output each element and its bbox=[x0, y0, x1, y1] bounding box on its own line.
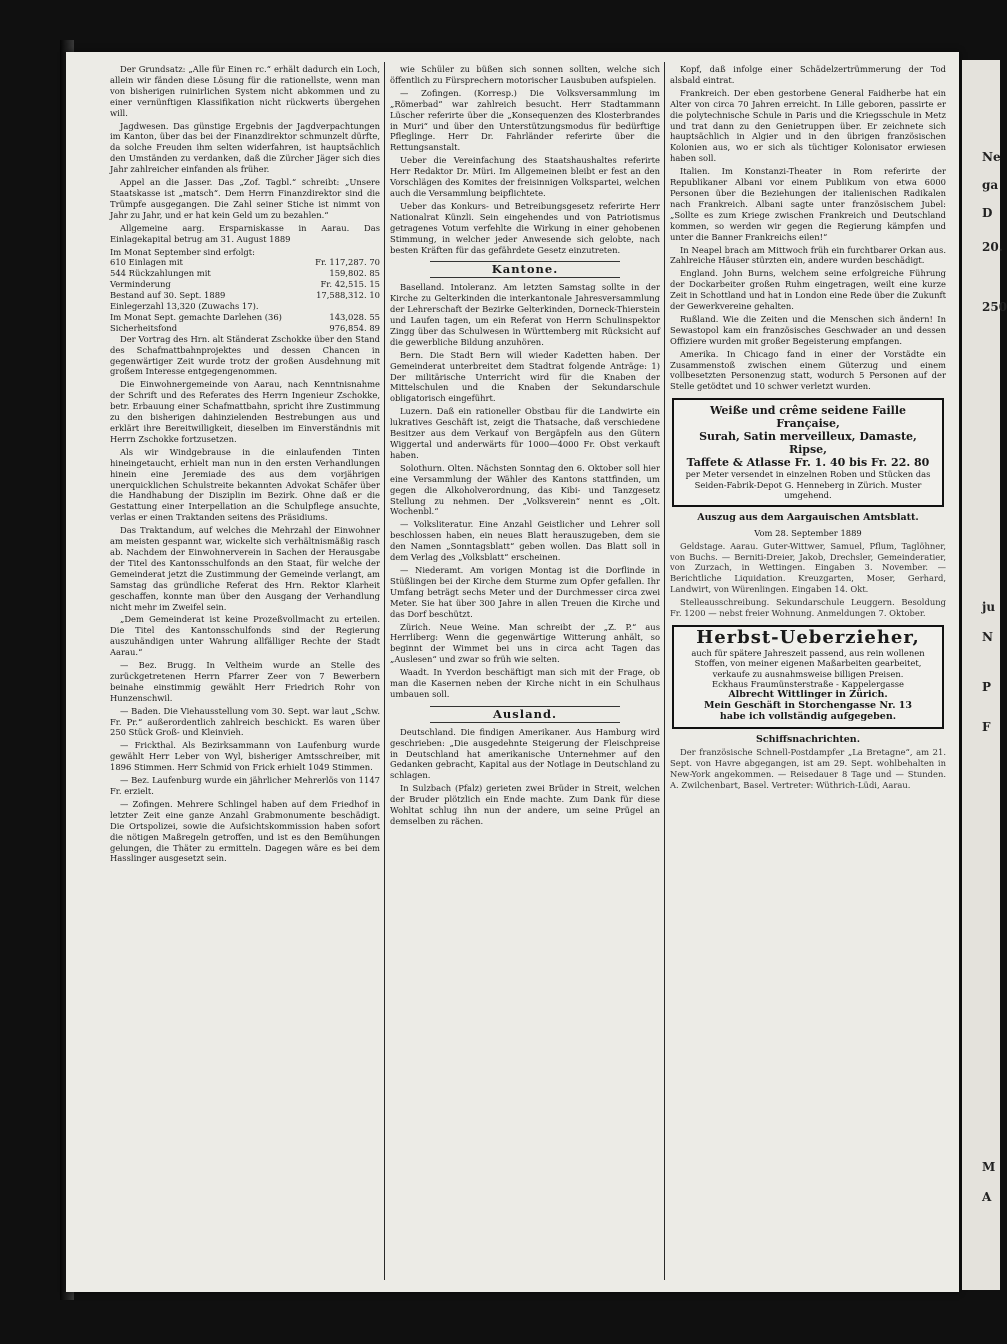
article-paragraph: Die Einwohnergemeinde von Aarau, nach Kenntnisnahme der Schrift und des Referates des Herrn Ingenieur Zschokke, betr. Erbauung einer Schafmattbahn, spricht ihre Zustimmung zu den bisherigen dahinzielenden Bestrebungen aus und erklärt ihre Bereitwilligkeit, dieselben im Einverständnis mit Herrn Zschokke fortzusetzen. bbox=[110, 379, 380, 444]
edge-fragment: A bbox=[982, 1190, 992, 1204]
amtsblatt-text: Stelleausschreibung. Sekundarschule Leuggern. Besoldung Fr. 1200 — nebst freier Wohnung. Anmeldungen 7. Oktober. bbox=[670, 597, 946, 619]
table-value: Fr. 42,515. 15 bbox=[320, 279, 380, 290]
table-value: 159,802. 85 bbox=[329, 268, 380, 279]
table-label: 544 Rückzahlungen mit bbox=[110, 268, 211, 279]
shipping-news-text: Der französische Schnell-Postdampfer „La Bretagne“, am 21. Sept. von Havre abgegangen, ist am 29. Sept. wohlbehalten in New-York angekommen. — Reisedauer 8 Tage und — Stunden. A. Zwilchenbart, Basel. Vertreter: Wüthrich-Lüdi, Aarau. bbox=[670, 747, 946, 791]
edge-fragment: Ne bbox=[982, 150, 1001, 164]
article-paragraph: — Bez. Brugg. In Veltheim wurde an Stelle des zurückgetretenen Herrn Pfarrer Zeer von 7 Bewerbern beinahe einstimmig gewählt Herr Friedrich Rohr von Hunzenschwil. bbox=[110, 660, 380, 703]
table-row bbox=[110, 301, 380, 312]
article-paragraph: Frankreich. Der eben gestorbene General Faidherbe hat ein Alter von circa 70 Jahren erreicht. In Lille geboren, passirte er die polytechnische Schule in Paris und die Kriegsschule in Metz und trat dann zu den Genietruppen über. Er zeichnete sich hauptsächlich in Algier und in den übrigen französischen Kolonien aus, wo er sich als tüchtiger Kolonisator erwiesen haben soll. bbox=[670, 87, 946, 164]
section-heading-ausland: Ausland. bbox=[390, 706, 660, 723]
table-label: Im Monat Sept. gemachte Darlehen (36) bbox=[110, 311, 282, 322]
article-paragraph: — Zofingen. Mehrere Schlingel haben auf dem Friedhof in letzter Zeit eine ganze Anzahl Grabmonumente beschädigt. Die Ortspolizei, sowie die Aufsichtskommission haben sofort die nötigen Maßregeln getroffen, und ist es den Bemühungen gelungen, die Thäter zu ermitteln. Dagegen wäre es bei dem Hasslinger ausgesetzt sein. bbox=[110, 798, 380, 864]
ad-address: Mein Geschäft in Storchengasse Nr. 13 bbox=[703, 699, 913, 711]
article-paragraph: Waadt. In Yverdon beschäftigt man sich mit der Frage, ob man die Kasernen neben der Kirche nicht in ein Schulhaus umbauen soll. bbox=[390, 667, 660, 699]
article-paragraph: Allgemeine aarg. Ersparniskasse in Aarau. Das Einlagekapital betrug am 31. August 1889 bbox=[110, 222, 380, 244]
ad-shop: Eckhaus Fraumünsterstraße - Kappelergasse bbox=[711, 679, 904, 690]
article-paragraph: Italien. Im Konstanzi-Theater in Rom referirte der Republikaner Albani vor einem Publikum von etwa 6000 Personen über die Beziehungen der italienischen Radikalen nach Frankreich. Albani sagte unter französischem Jubel: „Sollte es zum Kriege zwischen Frankreich und Deutschland kommen, so werden wir gegen die Regierung kämpfen und unter die Banner Frankreichs eilen!“ bbox=[670, 166, 946, 242]
table-label: 610 Einlagen mit bbox=[110, 257, 183, 268]
table-row bbox=[110, 257, 380, 268]
table-row bbox=[110, 290, 380, 301]
table-row bbox=[110, 268, 380, 279]
article-paragraph: Deutschland. Die findigen Amerikaner. Aus Hamburg wird geschrieben: „Die ausgedehnte Steigerung der Fleischpreise in Deutschland hat amerikanische Unternehmer auf den Gedanken gebracht, Kapital aus der Notlage in Deutschland zu schlagen. bbox=[390, 726, 660, 781]
ad-line: per Meter versendet in einzelnen Roben und Stücken das bbox=[685, 469, 931, 480]
ad-closing: habe ich vollständig aufgegeben. bbox=[719, 710, 897, 722]
column-left bbox=[110, 64, 380, 1278]
savings-bank-table bbox=[110, 247, 380, 334]
edge-fragment: N bbox=[982, 630, 993, 644]
article-paragraph: — Bez. Laufenburg wurde ein jährlicher Mehrerlös von 1147 Fr. erzielt. bbox=[110, 775, 380, 796]
article-paragraph: Jagdwesen. Das günstige Ergebnis der Jagdverpachtungen im Kanton, über das bei der Finanzdirektor schmunzelt dürfte, da solche Freuden ihm selten widerfahren, ist hauptsächlich den Umständen zu verdanken, daß die Zürcher Jäger sich dies Jahr zahlreicher einfanden als früher. bbox=[110, 120, 380, 175]
ad-text: auch für spätere Jahreszeit passend, aus rein wollenen Stoffen, von meiner eigenen Maßarbeiten gearbeitet, verkaufe zu ausnahmsweise billigen Preisen. bbox=[691, 647, 925, 679]
table-value bbox=[306, 247, 380, 258]
table-label: Bestand auf 30. Sept. 1889 bbox=[110, 290, 226, 301]
edge-fragment: 20. bbox=[982, 240, 1003, 254]
article-paragraph: — Baden. Die Viehausstellung vom 30. Sept. war laut „Schw. Fr. Pr.“ außerordentlich zahlreich beschickt. Es waren über 250 Stück Groß- und Kleinvieh. bbox=[110, 705, 380, 738]
shipping-news-title: Schiffsnachrichten. bbox=[755, 733, 860, 745]
article-paragraph: Bern. Die Stadt Bern will wieder Kadetten haben. Der Gemeinderat unterbreitet dem Stadtrat folgende Anträge: 1) Der militärische Unterricht wird für die Knaben der Mittelschulen und die Knaben der Sekundarschule obligatorisch eingeführt. bbox=[390, 349, 660, 404]
table-value bbox=[306, 301, 380, 312]
amtsblatt-title: Auszug aus dem Aargauischen Amtsblatt. bbox=[697, 511, 919, 523]
edge-fragment: ga bbox=[982, 178, 999, 192]
ad-title: Herbst-Ueberzieher, bbox=[696, 626, 920, 648]
table-value: Fr. 117,287. 70 bbox=[315, 257, 380, 268]
article-paragraph: — Zofingen. (Korresp.) Die Volksversammlung im „Römerbad“ war zahlreich besucht. Herr Stadtammann Lüscher referirte über die „Konsequenzen des Klosterbrandes in Muri“ und über den Unterstützungsmodus für bedürftige Pfleglinge. Herr Dr. Fahrländer referirte über die Rettungsanstalt. bbox=[390, 87, 660, 153]
edge-fragment: ju bbox=[982, 600, 996, 614]
article-paragraph: Luzern. Daß ein rationeller Obstbau für die Landwirte ein lukratives Geschäft ist, zeigt die Thatsache, daß verschiedene Besitzer aus dem Verkauf von Bergäpfeln aus den Gütern Wiggertal und anderwärts für 1000—4000 Fr. Obst verkauft haben. bbox=[390, 406, 660, 460]
amtsblatt-date: Vom 28. September 1889 bbox=[754, 527, 862, 538]
ad-line: Seiden-Fabrik-Depot G. Henneberg in Zürich. Muster umgehend. bbox=[694, 479, 922, 501]
article-paragraph: Kopf, daß infolge einer Schädelzertrümmerung der Tod alsbald eintrat. bbox=[670, 64, 946, 85]
table-value: 17,588,312. 10 bbox=[316, 290, 380, 301]
ad-line: Weiße und crême seidene Faille Française, bbox=[709, 404, 907, 431]
column-middle bbox=[390, 64, 660, 1278]
table-row bbox=[110, 312, 380, 323]
amtsblatt-text: Geldstage. Aarau. Guter-Wittwer, Samuel, Pflum, Taglöhner, von Buchs. — Berniti-Dreier, Jakob, Drechsler, Gemeinderatier, von Zurzach, in Wettingen. Eingaben 3. November. — Berichtliche Liquidation. Kreuzgarten, Moser, Gerhard, Landwirt, von Würenlingen. Eingaben 14. Okt. bbox=[670, 540, 946, 595]
edge-fragment: P bbox=[982, 680, 992, 694]
ad-name: Albrecht Wittlinger in Zürich. bbox=[728, 688, 888, 700]
ad-line: Surah, Satin merveilleux, Damaste, Ripse, bbox=[699, 430, 917, 457]
article-paragraph: Amerika. In Chicago fand in einer der Vorstädte ein Zusammenstoß zwischen einem Güterzug und einem vollbesetzten Personenzug statt, wodurch 5 Personen auf der Stelle getödtet und 10 schwer verletzt wurden. bbox=[670, 348, 946, 392]
column-right bbox=[670, 64, 946, 1278]
article-paragraph: Das Traktandum, auf welches die Mehrzahl der Einwohner am meisten gespannt war, wickelte sich verhältnismäßig rasch ab. Nachdem der Einwohnerverein in Sachen der Herausgabe der Titel des Kantonsschulfonds an den Staat, für welche der Gemeinderat jetzt die Zustimmung der Gemeinde verlangt, am Samstag das gründliche Referat des Hrn. Rektor Klarheit geschaffen, konnte man über den Ausgang der Verhandlung nicht mehr im Zweifel sein. bbox=[110, 525, 380, 612]
article-paragraph: Appel an die Jasser. Das „Zof. Tagbl.“ schreibt: „Unsere Staatskasse ist „matsch“. Dem Herrn Finanzdirektor sind die Trümpfe ausgegangen. Die Zahl seiner Stiche ist nimmt von Jahr zu Jahr, und er hat kein Geld um zu bezahlen.“ bbox=[110, 177, 380, 220]
article-paragraph: Solothurn. Olten. Nächsten Sonntag den 6. Oktober soll hier eine Versammlung der Wähler des Kantons stattfinden, um gegen die Alkoholverordnung, das Kibi- und Tanzgesetz Stellung zu nehmen. Der „Volksverein“ nennt es „Olt. Wochenbl.“ bbox=[390, 462, 660, 517]
ad-line: Taffete & Atlasse Fr. 1. 40 bis Fr. 22. 80 bbox=[686, 456, 930, 470]
column-rule bbox=[384, 62, 385, 1280]
article-paragraph: wie Schüler zu büßen sich sonnen sollten, welche sich öffentlich zu Fürsprechern motorischer Lausbuben aufspielen. bbox=[390, 64, 660, 85]
article-paragraph: — Niederamt. Am vorigen Montag ist die Dorflinde in Stüßlingen bei der Kirche dem Sturme zum Opfer gefallen. Ihr Umfang beträgt sechs Meter und der Durchmesser circa zwei Meter. Sie hat über 300 Jahre in allen Treuen die Kirche und das Dorf beschützt. bbox=[390, 564, 660, 619]
article-paragraph: In Sulzbach (Pfalz) gerieten zwei Brüder in Streit, welchen der Bruder plötzlich ein Ende machte. Zum Dank für diese Wohltat schlug ihn nun der andere, um seine Prügel an demselben zu rächen. bbox=[390, 783, 660, 826]
newspaper-page bbox=[66, 52, 959, 1292]
table-value: 143,028. 55 bbox=[329, 311, 380, 322]
article-paragraph: — Volksliteratur. Eine Anzahl Geistlicher und Lehrer soll beschlossen haben, ein neues Blatt herauszugeben, dem sie den Namen „Sonntagsblatt“ geben wollen. Das Blatt soll in dem Verlag des „Volksblatt“ erscheinen. bbox=[390, 519, 660, 563]
article-paragraph: England. John Burns, welchem seine erfolgreiche Führung der Dockarbeiter großen Ruhm eingetragen, weilt eine kurze Zeit in Schottland und hat in London eine Rede über die Zukunft der Gewerkvereine gehalten. bbox=[670, 268, 946, 312]
table-row bbox=[110, 323, 380, 334]
section-heading-kantone: Kantone. bbox=[390, 261, 660, 278]
article-paragraph: Der Grundsatz: „Alle für Einen rc.“ erhält dadurch ein Loch, allein wir fänden diese Lösung für die rationellste, wenn man von bisherigen ruinirlichen System nicht abkommen und zu einer vernünftigen Klassifikation nicht rückwerts übergehen will. bbox=[110, 64, 380, 118]
article-paragraph: — Frickthal. Als Bezirksammann von Laufenburg wurde gewählt Herr Leber von Wyl, bisheriger Amtsschreiber, mit 1896 Stimmen. Herr Schmid von Frick erhielt 1049 Stimmen. bbox=[110, 740, 380, 773]
article-paragraph: „Dem Gemeinderat ist keine Prozeßvollmacht zu erteilen. Die Titel des Kantonsschulfonds sind der Regierung auszuhändigen unter Wahrung allfälliger Rechte der Stadt Aarau.“ bbox=[110, 614, 380, 658]
coat-advertisement bbox=[672, 625, 944, 729]
edge-fragment: F bbox=[982, 720, 991, 734]
table-label: Im Monat September sind erfolgt: bbox=[110, 246, 255, 257]
article-paragraph: In Neapel brach am Mittwoch früh ein furchtbarer Orkan aus. Zahlreiche Häuser stürzten ein, andere wurden beschädigt. bbox=[670, 244, 946, 266]
column-rule bbox=[664, 62, 665, 1280]
table-row bbox=[110, 247, 380, 258]
adjacent-page-edge bbox=[962, 60, 1007, 1290]
silk-advertisement bbox=[672, 398, 944, 507]
article-paragraph: Rußland. Wie die Zeiten und die Menschen sich ändern! In Sewastopol kam ein französisches Geschwader an und dessen Offiziere wurden mit großer Begeisterung empfangen. bbox=[670, 313, 946, 346]
table-value: 976,854. 89 bbox=[329, 322, 380, 333]
table-label: Einlegerzahl 13,320 (Zuwachs 17). bbox=[110, 301, 259, 312]
table-label: Verminderung bbox=[110, 279, 171, 290]
edge-fragment: M bbox=[982, 1160, 996, 1174]
table-row bbox=[110, 279, 380, 290]
table-label: Sicherheitsfond bbox=[110, 322, 178, 333]
article-paragraph: Zürich. Neue Weine. Man schreibt der „Z. P.“ aus Herrliberg: Wenn die gegenwärtige Witterung anhält, so beginnt der Wimmet bei uns in circa acht Tagen das „Auslesen“ und zwar so früh wie selten. bbox=[390, 621, 660, 665]
article-paragraph: Als wir Windgebrause in die einlaufenden Tinten hineingetaucht, erhielt man nun in den ersten Verhandlungen hinein eine Jeremiade des aus dem vorjährigen unerquicklichen Schulstreite bekannten Advokat Schäfer über die Handhabung der Disziplin im Bezirk. Ohne daß er die Gestattung einer Interpellation an die Schulpflege ansuchte, verlas er einen Traktanden seitens des Präsidiums. bbox=[110, 446, 380, 523]
edge-fragment: D bbox=[982, 206, 993, 220]
article-paragraph: Der Vortrag des Hrn. alt Ständerat Zschokke über den Stand des Schafmattbahnprojektes und dessen Chancen in gegenwärtiger Zeit wurde trotz der großen Ausdehnung mit großem Interesse entgegengenommen. bbox=[110, 333, 380, 377]
article-paragraph: Baselland. Intoleranz. Am letzten Samstag sollte in der Kirche zu Gelterkinden die interkantonale Jahresversammlung der Lehrerschaft der Bezirke Gelterkinden, Dorneck-Thierstein und Laufen tagen, um ein Referat von Herrn Schulinspektor Zingg über das Schulwesen in Württemberg mit Rücksicht auf die gewerbliche Bildung anzuhören. bbox=[390, 282, 660, 347]
edge-fragment: 250 bbox=[982, 300, 1007, 314]
article-paragraph: Ueber das Konkurs- und Betreibungsgesetz referirte Herr Nationalrat Künzli. Sein eingehendes und von Patriotismus getragenes Votum verfehlte die Wirkung in einer gehobenen Stimmung, in welcher jeder Anwesende sich gelobte, nach besten Kräften für das gefährdete Gesetz einzutreten. bbox=[390, 200, 660, 255]
article-paragraph: Ueber die Vereinfachung des Staatshaushaltes referirte Herr Redaktor Dr. Müri. Im Allgemeinen bleibt er fest an den Vorschlägen des Komites der freisinnigen Volkspartei, welchen auch die Versammlung beipflichtete. bbox=[390, 155, 660, 198]
